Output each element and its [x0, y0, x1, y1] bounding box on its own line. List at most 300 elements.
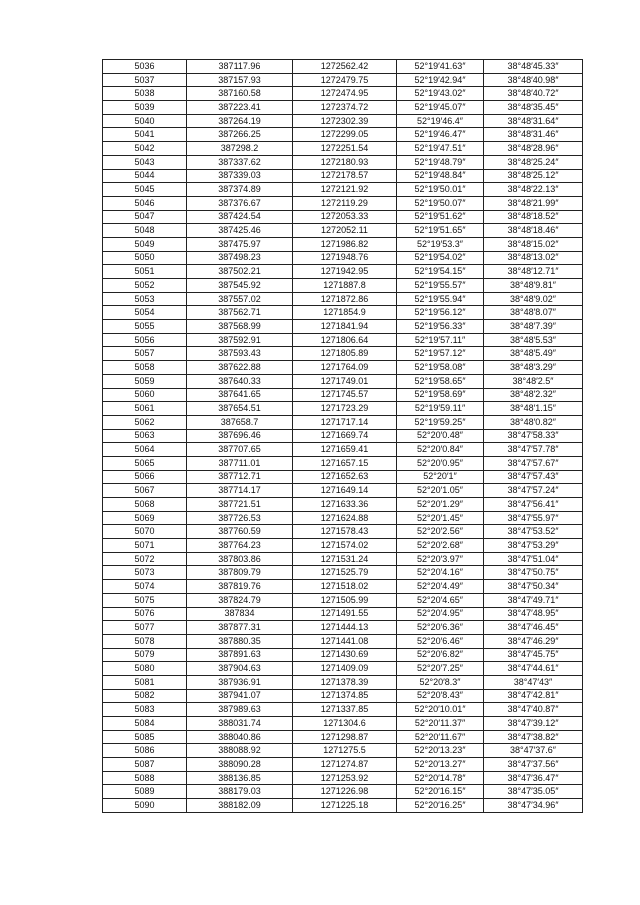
- latitude-cell: 52°20′13.27″: [397, 758, 484, 772]
- x-coordinate-cell: 387834: [187, 607, 293, 621]
- table-row: [103, 333, 583, 347]
- latitude-cell: 52°20′1.45″: [397, 511, 484, 525]
- y-coordinate-cell: 1271986.82: [293, 237, 397, 251]
- y-coordinate-cell: 1271275.5: [293, 744, 397, 758]
- longitude-cell: 38°48′40.98″: [484, 73, 583, 87]
- x-coordinate-cell: 388088.92: [187, 744, 293, 758]
- latitude-cell: 52°20′0.84″: [397, 443, 484, 457]
- longitude-cell: 38°47′58.33″: [484, 429, 583, 443]
- table-row: [103, 183, 583, 197]
- latitude-cell: 52°19′59.11″: [397, 402, 484, 416]
- y-coordinate-cell: 1271491.55: [293, 607, 397, 621]
- x-coordinate-cell: 387941.07: [187, 689, 293, 703]
- table-row: [103, 128, 583, 142]
- latitude-cell: 52°19′56.12″: [397, 306, 484, 320]
- latitude-cell: 52°19′46.4″: [397, 114, 484, 128]
- y-coordinate-cell: 1271304.6: [293, 717, 397, 731]
- longitude-cell: 38°48′5.49″: [484, 347, 583, 361]
- x-coordinate-cell: 387721.51: [187, 498, 293, 512]
- table-row: [103, 525, 583, 539]
- y-coordinate-cell: 1271659.41: [293, 443, 397, 457]
- longitude-cell: 38°48′40.72″: [484, 87, 583, 101]
- latitude-cell: 52°20′16.15″: [397, 785, 484, 799]
- table-row: [103, 634, 583, 648]
- longitude-cell: 38°47′37.56″: [484, 758, 583, 772]
- latitude-cell: 52°20′10.01″: [397, 703, 484, 717]
- point-number-cell: 5050: [103, 251, 187, 265]
- x-coordinate-cell: 387592.91: [187, 333, 293, 347]
- x-coordinate-cell: 387117.96: [187, 60, 293, 74]
- y-coordinate-cell: 1271649.14: [293, 484, 397, 498]
- point-number-cell: 5087: [103, 758, 187, 772]
- table-row: [103, 155, 583, 169]
- point-number-cell: 5048: [103, 224, 187, 238]
- latitude-cell: 52°20′1.29″: [397, 498, 484, 512]
- latitude-cell: 52°19′50.07″: [397, 196, 484, 210]
- latitude-cell: 52°19′56.33″: [397, 320, 484, 334]
- point-number-cell: 5057: [103, 347, 187, 361]
- table-row: [103, 73, 583, 87]
- table-row: [103, 320, 583, 334]
- point-number-cell: 5056: [103, 333, 187, 347]
- x-coordinate-cell: 387562.71: [187, 306, 293, 320]
- y-coordinate-cell: 1271633.36: [293, 498, 397, 512]
- table-row: [103, 279, 583, 293]
- latitude-cell: 52°19′58.08″: [397, 361, 484, 375]
- table-row: [103, 470, 583, 484]
- y-coordinate-cell: 1271854.9: [293, 306, 397, 320]
- x-coordinate-cell: 387424.54: [187, 210, 293, 224]
- x-coordinate-cell: 387891.63: [187, 648, 293, 662]
- x-coordinate-cell: 388040.86: [187, 730, 293, 744]
- longitude-cell: 38°47′57.43″: [484, 470, 583, 484]
- y-coordinate-cell: 1271226.98: [293, 785, 397, 799]
- point-number-cell: 5066: [103, 470, 187, 484]
- x-coordinate-cell: 387339.03: [187, 169, 293, 183]
- table-row: [103, 347, 583, 361]
- longitude-cell: 38°48′12.71″: [484, 265, 583, 279]
- longitude-cell: 38°47′44.61″: [484, 662, 583, 676]
- table-row: [103, 87, 583, 101]
- latitude-cell: 52°20′4.65″: [397, 593, 484, 607]
- latitude-cell: 52°19′53.3″: [397, 237, 484, 251]
- y-coordinate-cell: 1271717.14: [293, 415, 397, 429]
- longitude-cell: 38°48′25.24″: [484, 155, 583, 169]
- latitude-cell: 52°20′0.95″: [397, 456, 484, 470]
- table-row: [103, 429, 583, 443]
- x-coordinate-cell: 387593.43: [187, 347, 293, 361]
- longitude-cell: 38°47′46.45″: [484, 621, 583, 635]
- latitude-cell: 52°20′3.97″: [397, 552, 484, 566]
- x-coordinate-cell: 387160.58: [187, 87, 293, 101]
- longitude-cell: 38°48′18.52″: [484, 210, 583, 224]
- point-number-cell: 5063: [103, 429, 187, 443]
- latitude-cell: 52°19′41.63″: [397, 60, 484, 74]
- point-number-cell: 5075: [103, 593, 187, 607]
- y-coordinate-cell: 1271745.57: [293, 388, 397, 402]
- point-number-cell: 5077: [103, 621, 187, 635]
- table-row: [103, 689, 583, 703]
- latitude-cell: 52°20′4.16″: [397, 566, 484, 580]
- latitude-cell: 52°20′8.3″: [397, 675, 484, 689]
- table-row: [103, 662, 583, 676]
- longitude-cell: 38°47′57.78″: [484, 443, 583, 457]
- latitude-cell: 52°20′4.49″: [397, 580, 484, 594]
- longitude-cell: 38°47′49.71″: [484, 593, 583, 607]
- x-coordinate-cell: 387696.46: [187, 429, 293, 443]
- y-coordinate-cell: 1271578.43: [293, 525, 397, 539]
- latitude-cell: 52°19′58.69″: [397, 388, 484, 402]
- y-coordinate-cell: 1271948.76: [293, 251, 397, 265]
- x-coordinate-cell: 387498.23: [187, 251, 293, 265]
- point-number-cell: 5089: [103, 785, 187, 799]
- y-coordinate-cell: 1271430.69: [293, 648, 397, 662]
- longitude-cell: 38°47′42.81″: [484, 689, 583, 703]
- longitude-cell: 38°47′34.96″: [484, 799, 583, 813]
- latitude-cell: 52°19′45.07″: [397, 101, 484, 115]
- table-row: [103, 101, 583, 115]
- point-number-cell: 5076: [103, 607, 187, 621]
- latitude-cell: 52°19′51.65″: [397, 224, 484, 238]
- x-coordinate-cell: 387337.62: [187, 155, 293, 169]
- x-coordinate-cell: 387819.76: [187, 580, 293, 594]
- longitude-cell: 38°47′45.75″: [484, 648, 583, 662]
- point-number-cell: 5042: [103, 142, 187, 156]
- x-coordinate-cell: 388182.09: [187, 799, 293, 813]
- table-row: [103, 456, 583, 470]
- longitude-cell: 38°48′9.02″: [484, 292, 583, 306]
- table-row: [103, 758, 583, 772]
- longitude-cell: 38°47′53.29″: [484, 539, 583, 553]
- x-coordinate-cell: 387989.63: [187, 703, 293, 717]
- latitude-cell: 52°20′1.05″: [397, 484, 484, 498]
- longitude-cell: 38°48′15.02″: [484, 237, 583, 251]
- table-row: [103, 60, 583, 74]
- y-coordinate-cell: 1271657.15: [293, 456, 397, 470]
- longitude-cell: 38°48′28.96″: [484, 142, 583, 156]
- latitude-cell: 52°20′6.82″: [397, 648, 484, 662]
- longitude-cell: 38°48′25.12″: [484, 169, 583, 183]
- longitude-cell: 38°47′51.04″: [484, 552, 583, 566]
- x-coordinate-cell: 387298.2: [187, 142, 293, 156]
- table-row: [103, 402, 583, 416]
- latitude-cell: 52°20′16.25″: [397, 799, 484, 813]
- latitude-cell: 52°19′50.01″: [397, 183, 484, 197]
- y-coordinate-cell: 1272374.72: [293, 101, 397, 115]
- latitude-cell: 52°20′6.46″: [397, 634, 484, 648]
- x-coordinate-cell: 387157.93: [187, 73, 293, 87]
- x-coordinate-cell: 388179.03: [187, 785, 293, 799]
- table-row: [103, 292, 583, 306]
- latitude-cell: 52°19′43.02″: [397, 87, 484, 101]
- latitude-cell: 52°19′55.94″: [397, 292, 484, 306]
- x-coordinate-cell: 388090.28: [187, 758, 293, 772]
- point-number-cell: 5071: [103, 539, 187, 553]
- table-row: [103, 744, 583, 758]
- x-coordinate-cell: 387654.51: [187, 402, 293, 416]
- x-coordinate-cell: 387568.99: [187, 320, 293, 334]
- table-row: [103, 388, 583, 402]
- point-number-cell: 5067: [103, 484, 187, 498]
- point-number-cell: 5058: [103, 361, 187, 375]
- table-row: [103, 306, 583, 320]
- x-coordinate-cell: 387877.31: [187, 621, 293, 635]
- latitude-cell: 52°19′48.79″: [397, 155, 484, 169]
- x-coordinate-cell: 387622.88: [187, 361, 293, 375]
- longitude-cell: 38°47′56.41″: [484, 498, 583, 512]
- point-number-cell: 5068: [103, 498, 187, 512]
- latitude-cell: 52°19′47.51″: [397, 142, 484, 156]
- x-coordinate-cell: 387557.02: [187, 292, 293, 306]
- point-number-cell: 5041: [103, 128, 187, 142]
- y-coordinate-cell: 1271942.95: [293, 265, 397, 279]
- x-coordinate-cell: 387223.41: [187, 101, 293, 115]
- point-number-cell: 5046: [103, 196, 187, 210]
- table-row: [103, 114, 583, 128]
- longitude-cell: 38°48′13.02″: [484, 251, 583, 265]
- longitude-cell: 38°47′53.52″: [484, 525, 583, 539]
- table-row: [103, 593, 583, 607]
- latitude-cell: 52°20′2.68″: [397, 539, 484, 553]
- x-coordinate-cell: 387936.91: [187, 675, 293, 689]
- point-number-cell: 5036: [103, 60, 187, 74]
- latitude-cell: 52°19′54.15″: [397, 265, 484, 279]
- y-coordinate-cell: 1272302.39: [293, 114, 397, 128]
- latitude-cell: 52°20′11.37″: [397, 717, 484, 731]
- latitude-cell: 52°19′54.02″: [397, 251, 484, 265]
- longitude-cell: 38°48′2.32″: [484, 388, 583, 402]
- y-coordinate-cell: 1272053.33: [293, 210, 397, 224]
- x-coordinate-cell: 387264.19: [187, 114, 293, 128]
- point-number-cell: 5086: [103, 744, 187, 758]
- point-number-cell: 5043: [103, 155, 187, 169]
- table-row: [103, 539, 583, 553]
- table-row: [103, 251, 583, 265]
- x-coordinate-cell: 387714.17: [187, 484, 293, 498]
- point-number-cell: 5074: [103, 580, 187, 594]
- x-coordinate-cell: 387760.59: [187, 525, 293, 539]
- x-coordinate-cell: 387658.7: [187, 415, 293, 429]
- x-coordinate-cell: 387475.97: [187, 237, 293, 251]
- x-coordinate-cell: 387640.33: [187, 374, 293, 388]
- longitude-cell: 38°48′22.13″: [484, 183, 583, 197]
- y-coordinate-cell: 1272474.95: [293, 87, 397, 101]
- y-coordinate-cell: 1271253.92: [293, 771, 397, 785]
- point-number-cell: 5083: [103, 703, 187, 717]
- point-number-cell: 5039: [103, 101, 187, 115]
- latitude-cell: 52°19′42.94″: [397, 73, 484, 87]
- y-coordinate-cell: 1271652.63: [293, 470, 397, 484]
- y-coordinate-cell: 1271531.24: [293, 552, 397, 566]
- latitude-cell: 52°20′8.43″: [397, 689, 484, 703]
- point-number-cell: 5065: [103, 456, 187, 470]
- point-number-cell: 5045: [103, 183, 187, 197]
- x-coordinate-cell: 387711.01: [187, 456, 293, 470]
- longitude-cell: 38°48′8.07″: [484, 306, 583, 320]
- x-coordinate-cell: 387425.46: [187, 224, 293, 238]
- longitude-cell: 38°47′40.87″: [484, 703, 583, 717]
- x-coordinate-cell: 387266.25: [187, 128, 293, 142]
- table-row: [103, 648, 583, 662]
- point-number-cell: 5072: [103, 552, 187, 566]
- y-coordinate-cell: 1271505.99: [293, 593, 397, 607]
- table-row: [103, 799, 583, 813]
- y-coordinate-cell: 1271337.85: [293, 703, 397, 717]
- table-row: [103, 210, 583, 224]
- y-coordinate-cell: 1271723.29: [293, 402, 397, 416]
- longitude-cell: 38°47′55.97″: [484, 511, 583, 525]
- latitude-cell: 52°20′1″: [397, 470, 484, 484]
- latitude-cell: 52°19′46.47″: [397, 128, 484, 142]
- latitude-cell: 52°20′6.36″: [397, 621, 484, 635]
- table-row: [103, 675, 583, 689]
- table-row: [103, 237, 583, 251]
- longitude-cell: 38°47′57.67″: [484, 456, 583, 470]
- point-number-cell: 5078: [103, 634, 187, 648]
- x-coordinate-cell: 387712.71: [187, 470, 293, 484]
- longitude-cell: 38°48′21.99″: [484, 196, 583, 210]
- y-coordinate-cell: 1271805.89: [293, 347, 397, 361]
- table-row: [103, 785, 583, 799]
- longitude-cell: 38°48′0.82″: [484, 415, 583, 429]
- x-coordinate-cell: 387374.89: [187, 183, 293, 197]
- table-row: [103, 703, 583, 717]
- y-coordinate-cell: 1271518.02: [293, 580, 397, 594]
- longitude-cell: 38°47′46.29″: [484, 634, 583, 648]
- y-coordinate-cell: 1271806.64: [293, 333, 397, 347]
- table-row: [103, 361, 583, 375]
- point-number-cell: 5082: [103, 689, 187, 703]
- point-number-cell: 5061: [103, 402, 187, 416]
- latitude-cell: 52°20′0.48″: [397, 429, 484, 443]
- longitude-cell: 38°47′38.82″: [484, 730, 583, 744]
- latitude-cell: 52°19′57.11″: [397, 333, 484, 347]
- longitude-cell: 38°47′57.24″: [484, 484, 583, 498]
- table-row: [103, 224, 583, 238]
- y-coordinate-cell: 1271764.09: [293, 361, 397, 375]
- x-coordinate-cell: 388136.85: [187, 771, 293, 785]
- point-number-cell: 5051: [103, 265, 187, 279]
- point-number-cell: 5064: [103, 443, 187, 457]
- longitude-cell: 38°48′1.15″: [484, 402, 583, 416]
- longitude-cell: 38°47′36.47″: [484, 771, 583, 785]
- y-coordinate-cell: 1272562.42: [293, 60, 397, 74]
- point-number-cell: 5084: [103, 717, 187, 731]
- y-coordinate-cell: 1272299.05: [293, 128, 397, 142]
- point-number-cell: 5069: [103, 511, 187, 525]
- latitude-cell: 52°20′11.67″: [397, 730, 484, 744]
- longitude-cell: 38°48′3.29″: [484, 361, 583, 375]
- point-number-cell: 5054: [103, 306, 187, 320]
- y-coordinate-cell: 1271887.8: [293, 279, 397, 293]
- point-number-cell: 5038: [103, 87, 187, 101]
- point-number-cell: 5062: [103, 415, 187, 429]
- x-coordinate-cell: 387809.79: [187, 566, 293, 580]
- point-number-cell: 5049: [103, 237, 187, 251]
- table-row: [103, 621, 583, 635]
- point-number-cell: 5060: [103, 388, 187, 402]
- y-coordinate-cell: 1271298.87: [293, 730, 397, 744]
- longitude-cell: 38°47′50.34″: [484, 580, 583, 594]
- longitude-cell: 38°47′43″: [484, 675, 583, 689]
- longitude-cell: 38°48′9.81″: [484, 279, 583, 293]
- coordinate-table: [102, 59, 583, 813]
- table-row: [103, 552, 583, 566]
- longitude-cell: 38°48′5.53″: [484, 333, 583, 347]
- y-coordinate-cell: 1271525.79: [293, 566, 397, 580]
- x-coordinate-cell: 387904.63: [187, 662, 293, 676]
- y-coordinate-cell: 1271872.86: [293, 292, 397, 306]
- y-coordinate-cell: 1271409.09: [293, 662, 397, 676]
- point-number-cell: 5047: [103, 210, 187, 224]
- longitude-cell: 38°47′50.75″: [484, 566, 583, 580]
- y-coordinate-cell: 1271378.39: [293, 675, 397, 689]
- longitude-cell: 38°48′18.46″: [484, 224, 583, 238]
- latitude-cell: 52°20′14.78″: [397, 771, 484, 785]
- longitude-cell: 38°48′45.33″: [484, 60, 583, 74]
- longitude-cell: 38°47′39.12″: [484, 717, 583, 731]
- longitude-cell: 38°48′7.39″: [484, 320, 583, 334]
- longitude-cell: 38°48′2.5″: [484, 374, 583, 388]
- point-number-cell: 5040: [103, 114, 187, 128]
- latitude-cell: 52°19′55.57″: [397, 279, 484, 293]
- latitude-cell: 52°19′59.25″: [397, 415, 484, 429]
- longitude-cell: 38°48′31.64″: [484, 114, 583, 128]
- longitude-cell: 38°48′35.45″: [484, 101, 583, 115]
- longitude-cell: 38°47′48.95″: [484, 607, 583, 621]
- table-row: [103, 717, 583, 731]
- point-number-cell: 5090: [103, 799, 187, 813]
- point-number-cell: 5081: [103, 675, 187, 689]
- longitude-cell: 38°47′35.05″: [484, 785, 583, 799]
- table-row: [103, 196, 583, 210]
- y-coordinate-cell: 1271444.13: [293, 621, 397, 635]
- longitude-cell: 38°48′31.46″: [484, 128, 583, 142]
- y-coordinate-cell: 1271749.01: [293, 374, 397, 388]
- y-coordinate-cell: 1272180.93: [293, 155, 397, 169]
- point-number-cell: 5088: [103, 771, 187, 785]
- y-coordinate-cell: 1271274.87: [293, 758, 397, 772]
- y-coordinate-cell: 1271669.74: [293, 429, 397, 443]
- x-coordinate-cell: 387376.67: [187, 196, 293, 210]
- y-coordinate-cell: 1272121.92: [293, 183, 397, 197]
- latitude-cell: 52°20′2.56″: [397, 525, 484, 539]
- y-coordinate-cell: 1272119.29: [293, 196, 397, 210]
- latitude-cell: 52°20′13.23″: [397, 744, 484, 758]
- y-coordinate-cell: 1271374.85: [293, 689, 397, 703]
- y-coordinate-cell: 1271225.18: [293, 799, 397, 813]
- table-row: [103, 415, 583, 429]
- y-coordinate-cell: 1272178.57: [293, 169, 397, 183]
- point-number-cell: 5053: [103, 292, 187, 306]
- x-coordinate-cell: 387764.23: [187, 539, 293, 553]
- point-number-cell: 5059: [103, 374, 187, 388]
- table-row: [103, 484, 583, 498]
- coordinate-table-body: [103, 60, 583, 813]
- table-row: [103, 498, 583, 512]
- point-number-cell: 5079: [103, 648, 187, 662]
- x-coordinate-cell: 388031.74: [187, 717, 293, 731]
- table-row: [103, 142, 583, 156]
- point-number-cell: 5085: [103, 730, 187, 744]
- x-coordinate-cell: 387824.79: [187, 593, 293, 607]
- x-coordinate-cell: 387641.65: [187, 388, 293, 402]
- y-coordinate-cell: 1272479.75: [293, 73, 397, 87]
- table-row: [103, 730, 583, 744]
- point-number-cell: 5044: [103, 169, 187, 183]
- table-row: [103, 580, 583, 594]
- latitude-cell: 52°20′7.25″: [397, 662, 484, 676]
